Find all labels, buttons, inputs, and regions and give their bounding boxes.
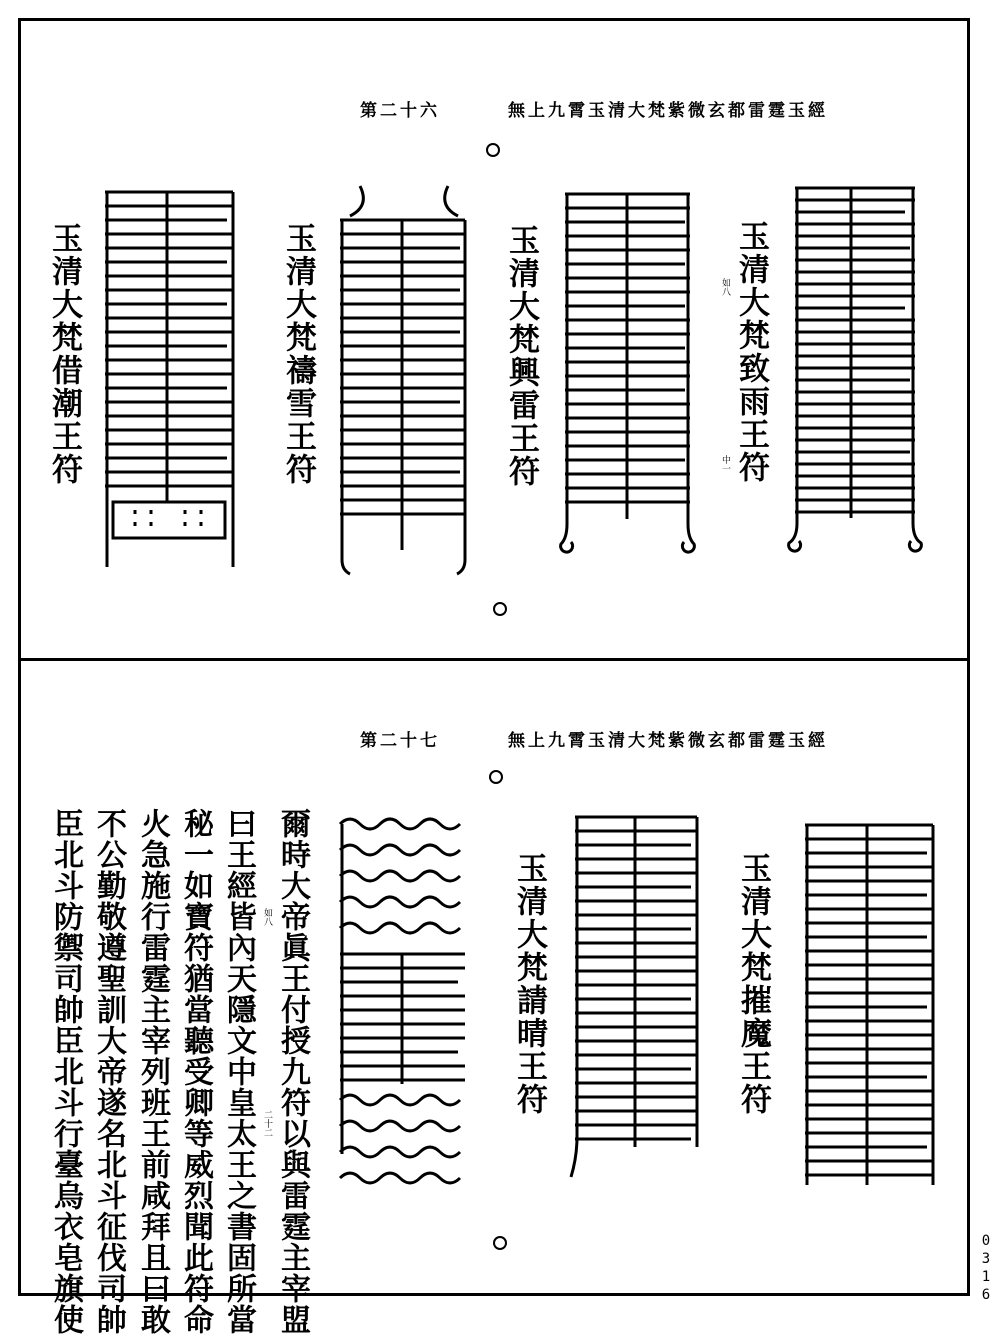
text-annotation-1: 如八: [262, 908, 272, 926]
bottom-header-section: 第二十七: [360, 731, 440, 751]
talisman-demon-seal: [795, 815, 945, 1200]
text-column-2: 曰王經皆內天隱文中皇太王之書固所當: [221, 808, 256, 1335]
text-column-6: 臣北斗防禦司帥臣北斗行臺烏衣皂旗使: [48, 808, 83, 1335]
text-annotation-2: 二十二: [262, 1110, 272, 1137]
talisman-demon-label: 玉清大梵摧魔王符: [735, 852, 771, 1116]
talisman-tide-label: 玉清大梵借潮王符: [46, 222, 82, 486]
text-column-3: 秘一如寶符猶當聽受卿等威烈聞此符命: [178, 808, 213, 1335]
text-column-5: 不公勤敬遵聖訓大帝遂名北斗征伐司帥: [91, 808, 126, 1335]
talisman-thunder-label: 玉清大梵興雷王符: [503, 224, 539, 488]
talisman-rain-label: 玉清大梵致雨王符: [733, 220, 769, 484]
text-column-1: 爾時大帝眞王付授九符以與雷霆主宰盟: [275, 808, 310, 1335]
talisman-thunder-seal: [555, 182, 705, 577]
top-circle-mark-2: [493, 602, 507, 616]
talisman-rain-seal: [785, 178, 935, 568]
talisman-wave-seal: [330, 810, 480, 1205]
page-divider: [18, 658, 970, 661]
bottom-circle-mark-1: [489, 770, 503, 784]
bottom-circle-mark-2: [493, 1236, 507, 1250]
talisman-rain-annotation-2: 中一: [720, 455, 730, 473]
page-number: 0316: [978, 1233, 994, 1305]
talisman-snow-label: 玉清大梵禱雪王符: [280, 222, 316, 486]
talisman-clear-sky-label: 玉清大梵請晴王符: [511, 852, 547, 1116]
talisman-rain-annotation-1: 如八: [720, 278, 730, 296]
talisman-snow-seal: [330, 180, 478, 580]
talisman-tide-seal: [95, 180, 245, 575]
text-column-4: 火急施行雷霆主宰列班王前咸拜且曰敢: [135, 808, 170, 1335]
top-circle-mark-1: [486, 143, 500, 157]
top-header-section: 第二十六: [360, 101, 440, 121]
top-header-title: 無上九霄玉清大梵紫微玄都雷霆玉經: [508, 101, 828, 121]
bottom-header-title: 無上九霄玉清大梵紫微玄都雷霆玉經: [508, 731, 828, 751]
talisman-clear-sky-seal: [565, 805, 710, 1185]
